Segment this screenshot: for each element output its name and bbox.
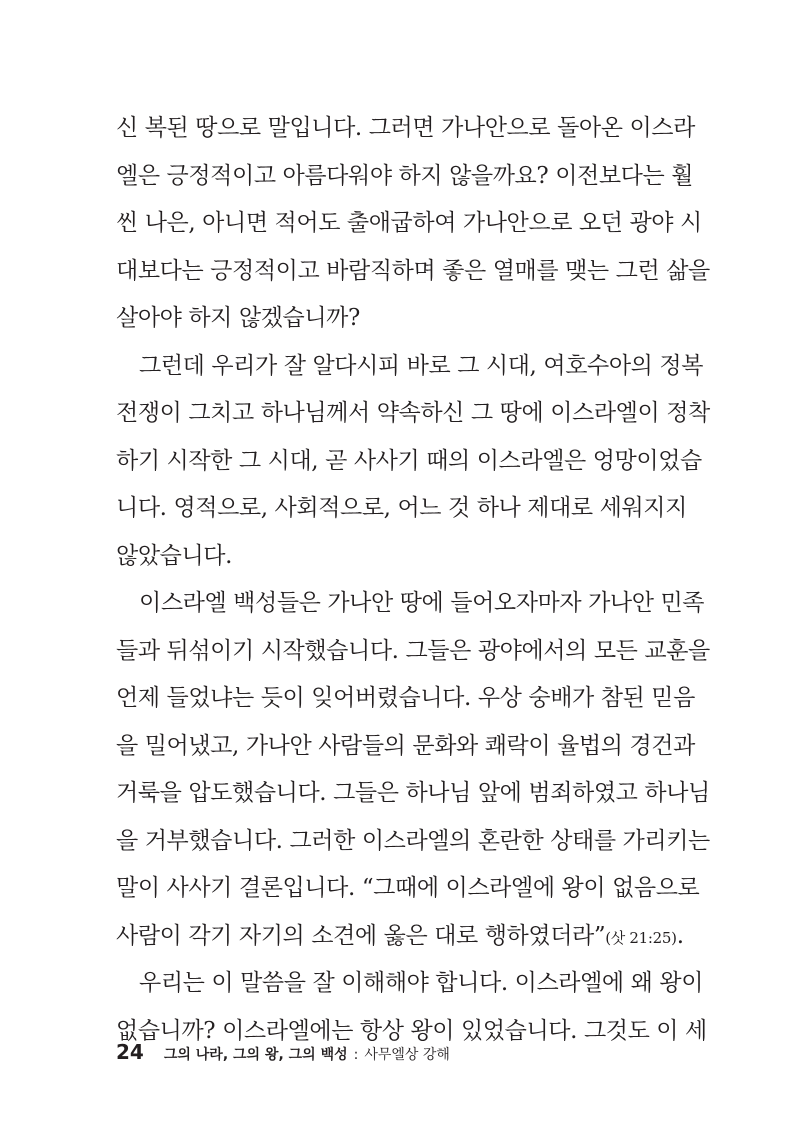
text-line: 않았습니다. [116, 542, 233, 569]
text-line: 살아야 하지 않겠습니까? [116, 305, 360, 331]
body-text [116, 105, 710, 1055]
text-line: 전쟁이 그치고 하나님께서 약속하신 그 땅에 이스라엘이 정착 [116, 400, 710, 426]
text-line: 씬 나은, 아니면 적어도 출애굽하여 가나안으로 오던 광야 시 [116, 210, 702, 236]
text-line: 신 복된 땅으로 말입니다. 그러면 가나안으로 돌아온 이스라 [116, 115, 695, 141]
text-line: 니다. 영적으로, 사회적으로, 어느 것 하나 제대로 세워지지 [116, 495, 687, 521]
book-subtitle: 사무엘상 강해 [364, 1047, 450, 1063]
text-line: 대보다는 긍정적이고 바람직하며 좋은 열매를 맺는 그런 삶을 [116, 257, 710, 284]
text-line-with-citation [116, 913, 684, 961]
book-title: 그의 나라, 그의 왕, 그의 백성 [163, 1047, 348, 1063]
text-line: 거룩을 압도했습니다. 그들은 하나님 앞에 범죄하였고 하나님 [116, 780, 710, 806]
page-footer [116, 1040, 676, 1070]
text-line: 들과 뒤섞이기 시작했습니다. 그들은 광야에서의 모든 교훈을 [116, 637, 710, 664]
text-line: 없습니까? 이스라엘에는 항상 왕이 있었습니다. 그것도 이 세 [116, 1017, 707, 1044]
text-line: 이스라엘 백성들은 가나안 땅에 들어오자마자 가나안 민족 [139, 590, 705, 616]
text-line: 을 밀어냈고, 가나안 사람들의 문화와 쾌락이 율법의 경건과 [116, 732, 695, 759]
title-separator: : [353, 1047, 359, 1063]
quote-text: 사람이 각기 자기의 소견에 옳은 대로 행하였더라” [116, 922, 606, 949]
text-line: 그런데 우리가 잘 알다시피 바로 그 시대, 여호수아의 정복 [139, 352, 704, 379]
text-line: 하기 시작한 그 시대, 곧 사사기 때의 이스라엘은 엉망이었습 [116, 447, 702, 474]
bible-citation: (삿 21:25) [605, 928, 677, 947]
page-number: 24 [116, 1040, 144, 1064]
text-line: 엘은 긍정적이고 아름다워야 하지 않을까요? 이전보다는 훨 [116, 162, 694, 189]
text-line: 언제 들었냐는 듯이 잊어버렸습니다. 우상 숭배가 참된 믿음 [116, 685, 695, 711]
text-line: 우리는 이 말씀을 잘 이해해야 합니다. 이스라엘에 왜 왕이 [139, 970, 704, 996]
text-line: 말이 사사기 결론입니다. “그때에 이스라엘에 왕이 없음으로 [116, 875, 700, 901]
text-line: 을 거부했습니다. 그러한 이스라엘의 혼란한 상태를 가리키는 [116, 827, 710, 854]
citation-period: . [676, 922, 684, 949]
